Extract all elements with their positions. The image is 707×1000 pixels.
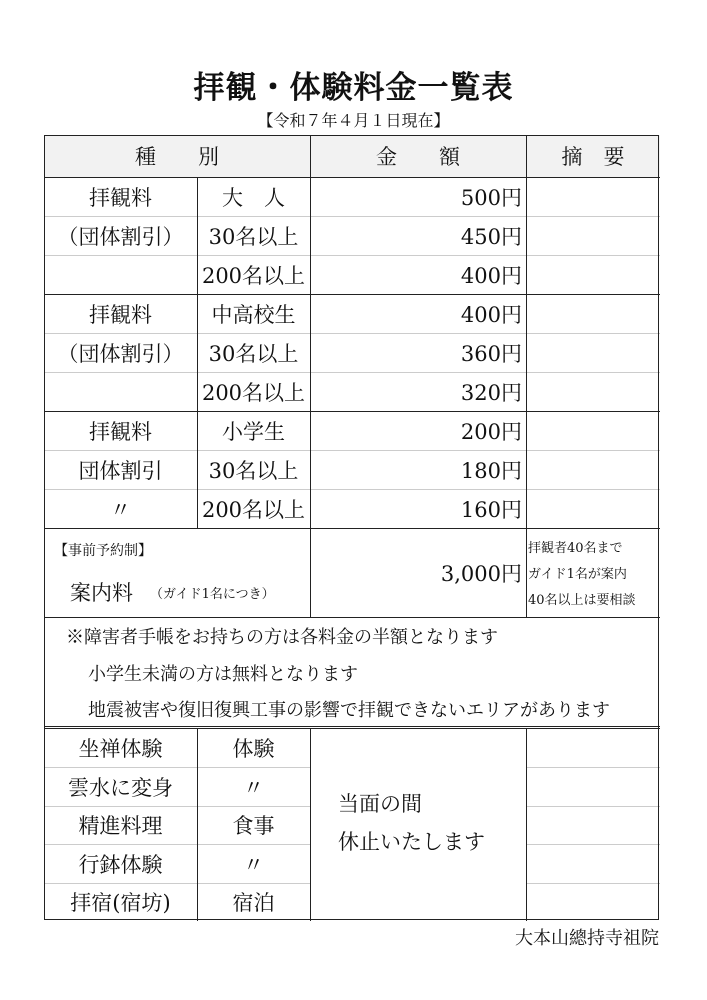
row-type: 拝観料 bbox=[89, 185, 152, 210]
header-amount: 金 額 bbox=[376, 145, 460, 169]
row-price: 400円 bbox=[460, 302, 522, 327]
header-type: 種 別 bbox=[135, 145, 219, 169]
header-remarks: 摘 要 bbox=[561, 145, 625, 169]
row-price: 200円 bbox=[460, 419, 522, 444]
table-frame bbox=[44, 135, 659, 920]
experience-name: 行鉢体験 bbox=[78, 852, 163, 877]
row-category: 大 人 bbox=[222, 185, 285, 210]
guide-label: 案内料 bbox=[70, 581, 133, 605]
guide-note: （ガイド1名につき） bbox=[150, 586, 275, 602]
row-category: 200名以上 bbox=[201, 380, 306, 405]
row-price: 400円 bbox=[460, 263, 522, 288]
suspended-notice: 休止いたします bbox=[338, 830, 485, 854]
row-type: 拝観料 bbox=[89, 302, 152, 327]
row-category: 30名以上 bbox=[208, 341, 299, 366]
guide-remark: ガイド1名が案内 bbox=[528, 566, 627, 582]
row-category: 200名以上 bbox=[201, 263, 306, 288]
experience-type: 食事 bbox=[232, 814, 275, 838]
note-earthquake: 地震被害や復旧復興工事の影響で拝観できないエリアがあります bbox=[88, 700, 610, 721]
row-type: 拝観料 bbox=[89, 419, 152, 444]
row-price: 180円 bbox=[460, 458, 522, 483]
experience-type: 〃 bbox=[243, 775, 264, 800]
row-price: 320円 bbox=[460, 380, 522, 405]
row-price: 500円 bbox=[460, 185, 522, 210]
row-category: 200名以上 bbox=[201, 497, 306, 522]
row-type: （団体割引） bbox=[57, 224, 184, 249]
price-table bbox=[44, 135, 660, 921]
guide-remark: 40名以上は要相談 bbox=[528, 592, 636, 608]
experience-name: 坐禅体験 bbox=[78, 737, 163, 761]
guide-price: 3,000円 bbox=[440, 561, 522, 586]
guide-reservation-tag: 【事前予約制】 bbox=[54, 543, 152, 559]
experience-name: 精進料理 bbox=[78, 814, 163, 838]
row-price: 360円 bbox=[460, 341, 522, 366]
row-price: 160円 bbox=[460, 497, 522, 522]
temple-name: 大本山總持寺祖院 bbox=[515, 928, 659, 949]
effective-date: 【令和７年４月１日現在】 bbox=[257, 111, 450, 130]
row-category: 小学生 bbox=[222, 419, 285, 444]
row-category: 中高校生 bbox=[211, 302, 296, 327]
row-type: 〃 bbox=[110, 497, 131, 522]
row-price: 450円 bbox=[460, 224, 522, 249]
experience-name: 拝宿(宿坊) bbox=[70, 891, 171, 915]
guide-remark: 拝観者40名まで bbox=[528, 540, 623, 556]
experience-type: 体験 bbox=[232, 737, 275, 761]
page-title: 拝観・体験料金一覧表 bbox=[193, 70, 514, 106]
row-category: 30名以上 bbox=[208, 224, 299, 249]
row-type: （団体割引） bbox=[57, 341, 184, 366]
note-discount: ※障害者手帳をお持ちの方は各料金の半額となります bbox=[66, 627, 498, 648]
suspended-notice: 当面の間 bbox=[338, 792, 422, 816]
row-category: 30名以上 bbox=[208, 458, 299, 483]
experience-type: 宿泊 bbox=[232, 891, 275, 915]
note-free: 小学生未満の方は無料となります bbox=[88, 664, 358, 685]
experience-type: 〃 bbox=[243, 852, 264, 877]
row-type: 団体割引 bbox=[78, 458, 163, 483]
experience-name: 雲水に変身 bbox=[68, 775, 173, 800]
